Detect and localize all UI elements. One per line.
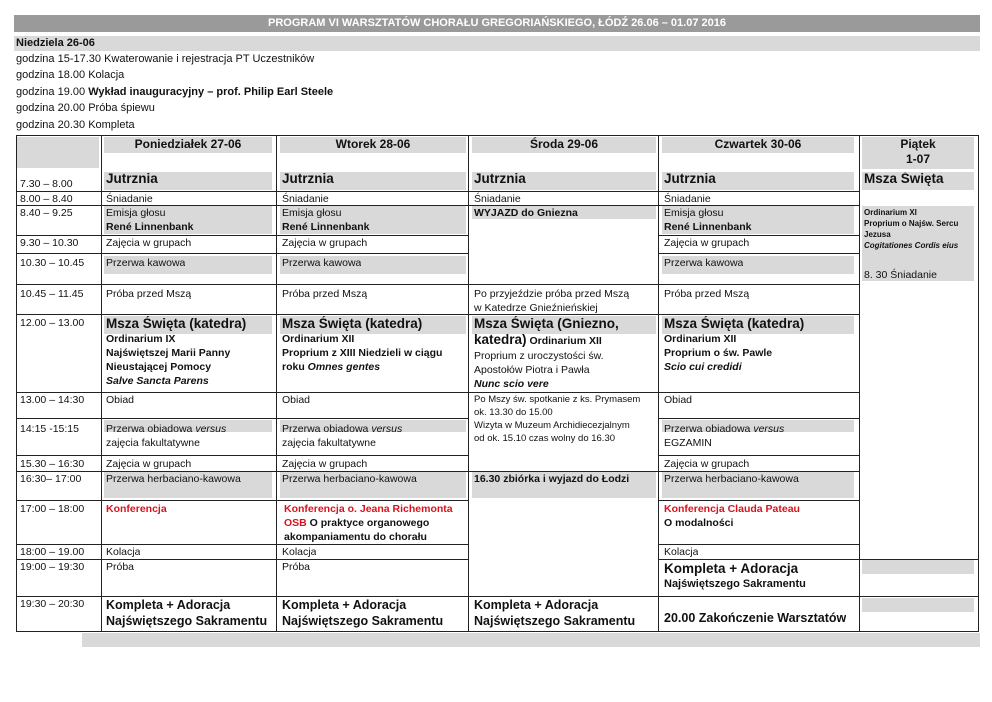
sunday-line: godzina 19.00 Wykład inauguracyjny – prof. Philip Earl Steele: [16, 86, 334, 98]
time-slot: 19:00 – 19:30: [20, 561, 85, 573]
time-slot: 19:30 – 20:30: [20, 598, 85, 610]
sunday-line: godzina 20.00 Próba śpiewu: [16, 102, 155, 114]
thu-przerwa-kawowa: Przerwa kawowa: [664, 257, 744, 269]
wed-msza: Msza Święta (Gniezno, katedra) Ordinarium XII Proprium z uroczystości św. Apostołów Piotra i Pawła Nunc scio vere: [474, 316, 619, 390]
time-slot: 7.30 – 8.00: [20, 178, 73, 190]
tue-zajecia: Zajęcia w grupach: [282, 237, 368, 249]
time-slot: 18:00 – 19.00: [20, 546, 85, 558]
time-slot: 14:15 -15:15: [20, 423, 79, 435]
mon-herbaciano: Przerwa herbaciano-kawowa: [106, 473, 241, 485]
tue-proba-2: Próba: [282, 561, 311, 573]
tue-kompleta: Kompleta + Adoracja Najświętszego Sakramentu: [282, 598, 444, 628]
mon-konferencja: Konferencja: [106, 503, 167, 515]
sunday-line: godzina 15-17.30 Kwaterowanie i rejestracja PT Uczestników: [16, 53, 315, 65]
wed-zbiorka: 16.30 zbiórka i wyjazd do Łodzi: [474, 473, 630, 485]
tue-przerwa-kawowa: Przerwa kawowa: [282, 257, 362, 269]
time-slot: 9.30 – 10.30: [20, 237, 79, 249]
mon-jutrznia: Jutrznia: [106, 172, 158, 186]
time-slot: 12.00 – 13.00: [20, 317, 85, 329]
thu-kompleta: Kompleta + Adoracja Najświętszego Sakramentu: [664, 561, 806, 590]
wed-proba: Po przyjeździe próba przed Mszą w Katedrze Gnieźnieńskiej: [474, 288, 630, 314]
wed-wyjazd: WYJAZD do Gniezna: [474, 207, 578, 219]
day-header-monday: Poniedziałek 27-06: [104, 137, 272, 153]
mon-proba: Próba przed Mszą: [106, 288, 192, 300]
mon-kolacja: Kolacja: [106, 546, 141, 558]
tue-proba: Próba przed Mszą: [282, 288, 368, 300]
thu-emisja: Emisja głosu René Linnenbank: [664, 207, 752, 233]
mon-kompleta: Kompleta + Adoracja Najświętszego Sakramentu: [106, 598, 268, 628]
thu-herbaciano: Przerwa herbaciano-kawowa: [664, 473, 799, 485]
tue-obiad: Obiad: [282, 394, 311, 406]
sunday-header: Niedziela 26-06: [14, 36, 980, 51]
thu-zajecia-2: Zajęcia w grupach: [664, 458, 750, 470]
tue-kolacja: Kolacja: [282, 546, 317, 558]
mon-zajecia-2: Zajęcia w grupach: [106, 458, 192, 470]
day-header-friday: Piątek 1-07: [862, 137, 974, 169]
mon-przerwa-kawowa: Przerwa kawowa: [106, 257, 186, 269]
fri-ordinarium: Ordinarium XI Proprium o Najśw. Sercu Jezusa Cogitationes Cordis eius: [864, 208, 959, 250]
mon-obiad: Obiad: [106, 394, 135, 406]
thu-msza: Msza Święta (katedra) Ordinarium XII Proprium o św. Pawle Scio cui credidi: [664, 316, 805, 373]
thu-konferencja: Konferencja Claudа Pateau O modalności: [664, 503, 800, 529]
thu-obiad: Obiad: [664, 394, 693, 406]
bottom-band: [82, 633, 980, 647]
tue-emisja: Emisja głosu René Linnenbank: [282, 207, 370, 233]
fri-sniadanie: 8. 30 Śniadanie: [864, 269, 937, 281]
tue-sniadanie: Śniadanie: [282, 193, 329, 205]
mon-sniadanie: Śniadanie: [106, 193, 153, 205]
time-slot: 15.30 – 16:30: [20, 458, 85, 470]
time-slot: 10.30 – 10.45: [20, 257, 85, 269]
time-slot: 8.40 – 9.25: [20, 207, 73, 219]
time-slot: 17:00 – 18:00: [20, 503, 85, 515]
day-header-wednesday: Środa 29-06: [472, 137, 656, 153]
tue-zajecia-2: Zajęcia w grupach: [282, 458, 368, 470]
thu-sniadanie: Śniadanie: [664, 193, 711, 205]
tue-herbaciano: Przerwa herbaciano-kawowa: [282, 473, 417, 485]
day-header-thursday: Czwartek 30-06: [662, 137, 854, 153]
sunday-line: godzina 20.30 Kompleta: [16, 119, 135, 131]
document-title: PROGRAM VI WARSZTATÓW CHORAŁU GREGORIAŃSKIEGO, ŁÓDŹ 26.06 – 01.07 2016: [14, 15, 980, 32]
fri-msza: Msza Święta: [864, 172, 944, 186]
thu-jutrznia: Jutrznia: [664, 172, 716, 186]
thu-kolacja: Kolacja: [664, 546, 699, 558]
wed-sniadanie: Śniadanie: [474, 193, 521, 205]
mon-proba-2: Próba: [106, 561, 135, 573]
mon-msza: Msza Święta (katedra) Ordinarium IX Najświętszej Marii Panny Nieustającej Pomocy Salve Sancta Parens: [106, 316, 247, 387]
tue-jutrznia: Jutrznia: [282, 172, 334, 186]
tue-konferencja: Konferencja o. Jeana Richemonta OSB O praktyce organowego akompaniamentu do chorału: [284, 503, 453, 543]
thu-zakonczenie: 20.00 Zakończenie Warsztatów: [664, 611, 847, 625]
thu-proba: Próba przed Mszą: [664, 288, 750, 300]
thu-zajecia: Zajęcia w grupach: [664, 237, 750, 249]
mon-zajecia: Zajęcia w grupach: [106, 237, 192, 249]
tue-msza: Msza Święta (katedra) Ordinarium XII Proprium z XIII Niedzieli w ciągu roku Omnes gentes: [282, 316, 443, 373]
time-slot: 16:30– 17:00: [20, 473, 82, 485]
wed-kompleta: Kompleta + Adoracja Najświętszego Sakramentu: [474, 598, 636, 628]
time-slot: 13.00 – 14:30: [20, 394, 85, 406]
tue-przerwa-obiadowa: Przerwa obiadowa versus zajęcia fakultatywne: [282, 423, 403, 449]
day-header-tuesday: Wtorek 28-06: [280, 137, 466, 153]
wed-spotkanie: Po Mszy św. spotkanie z ks. Prymasem ok. 13.30 do 15.00 Wizyta w Muzeum Archidiecezjalnym od ok. 15.10 czas wolny do 16.30: [474, 394, 641, 444]
mon-przerwa-obiadowa: Przerwa obiadowa versus zajęcia fakultatywne: [106, 423, 227, 449]
wed-jutrznia: Jutrznia: [474, 172, 526, 186]
time-slot: 10.45 – 11.45: [20, 288, 84, 300]
mon-emisja: Emisja głosu René Linnenbank: [106, 207, 194, 233]
time-slot: 8.00 – 8.40: [20, 193, 73, 205]
thu-przerwa-obiadowa: Przerwa obiadowa versus EGZAMIN: [664, 423, 785, 449]
sunday-line: godzina 18.00 Kolacja: [16, 69, 125, 81]
